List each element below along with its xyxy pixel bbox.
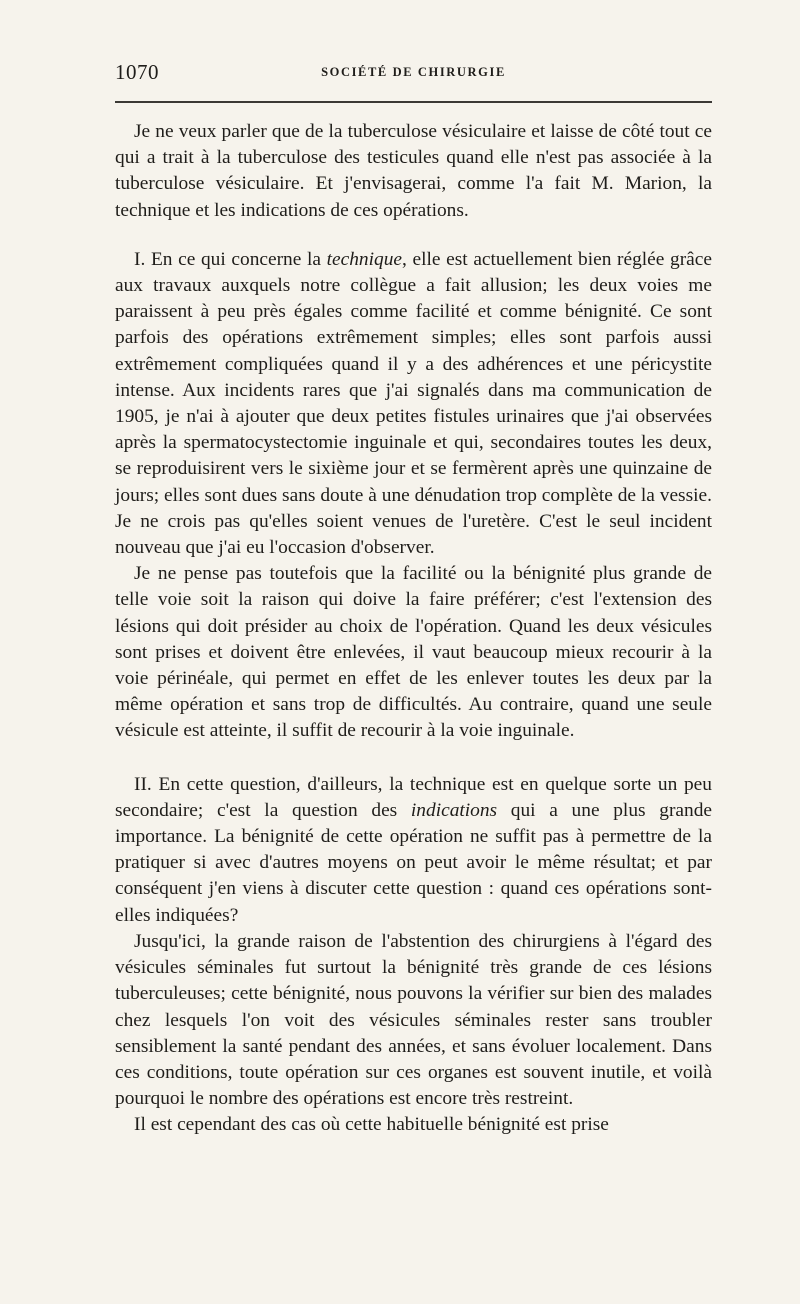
paragraph-indications	[115, 772, 712, 929]
body-text	[115, 119, 712, 1139]
paragraph-technique-end: , elle est actuellement bien réglée grâce aux travaux auxquels notre collègue a fait allusion; les deux voies me paraissent à peu près égales comme facilité et comme bénignité. Ce sont parfois des opérations extrêmement simples; elles sont parfois aussi extrêmement compliquées quand il y a des adhérences et une péricystite intense. Aux incidents rares que j'ai signalés dans ma communication de 1905, je n'ai à ajouter que deux petites fistules urinaires que j'ai observées après la spermatocystectomie inguinale et qui, secondaires toutes les deux, se reproduisirent vers le sixième jour et se fermèrent après une quinzaine de jours; elles sont dues sans doute à une dénudation trop complète de la vessie. Je ne crois pas qu'elles soient venues de l'uretère. C'est le seul incident nouveau que j'ai eu l'occasion d'observer.	[115, 248, 713, 559]
paragraph-continuation: Il est cependant des cas où cette habituelle bénignité est prise	[134, 1114, 609, 1136]
paragraph-technique	[115, 247, 712, 561]
emphasis-indications: indications	[410, 799, 498, 821]
page-number: 1070	[115, 60, 159, 84]
paragraph-technique-start: I. En ce qui concerne la	[134, 248, 327, 270]
emphasis-technique: technique	[326, 248, 403, 270]
paragraph-choice: Je ne pense pas toutefois que la facilité ou la bénignité plus grande de telle voie soit la raison qui doive la faire préférer; c'est l'extension des lésions qui doit présider au choix de l'opération. Quand les deux vésicules sont prises et doivent être enlevées, il vaut beaucoup mieux recourir à la voie périnéale, qui permet en effet de les enlever toutes les deux par la même opération et sans trop de difficultés. Au contraire, quand une seule vésicule est atteinte, il suffit de recourir à la voie inguinale.	[115, 563, 712, 742]
journal-title: SOCIÉTÉ DE CHIRURGIE	[321, 65, 506, 79]
paragraph-benignity: Jusqu'ici, la grande raison de l'abstention des chirurgiens à l'égard des vésicules séminales fut surtout la bénignité très grande de ces lésions tuberculeuses; cette bénignité, nous pouvons la vérifier sur bien des malades chez lesquels l'on voit des vésicules séminales rester sans troubler sensiblement la santé pendant des années, et sans évoluer localement. Dans ces conditions, toute opération sur ces organes est souvent inutile, et voilà pourquoi le nombre des opérations est encore très restreint.	[115, 930, 712, 1110]
paragraph-indications-start: II. En cette question, d'ailleurs, la technique est en quelque sorte un peu secondaire; c'est la question des	[115, 773, 712, 821]
running-head	[115, 60, 712, 90]
paragraph-intro: Je ne veux parler que de la tuberculose vésiculaire et laisse de côté tout ce qui a trait à la tuberculose des testicules quand elle n'est pas associée à la tuberculose vésiculaire. Et j'envisagerai, comme l'a fait M. Marion, la technique et les indications de ces opérations.	[115, 121, 712, 221]
paragraph-indications-end: qui a une plus grande importance. La bénignité de cette opération ne suffit pas à permettre de la pratiquer si avec d'autres moyens on peut avoir le même résultat; et par conséquent j'en viens à discuter cette question : quand ces opérations sont-elles indiquées?	[115, 799, 713, 926]
header-rule	[115, 101, 712, 103]
